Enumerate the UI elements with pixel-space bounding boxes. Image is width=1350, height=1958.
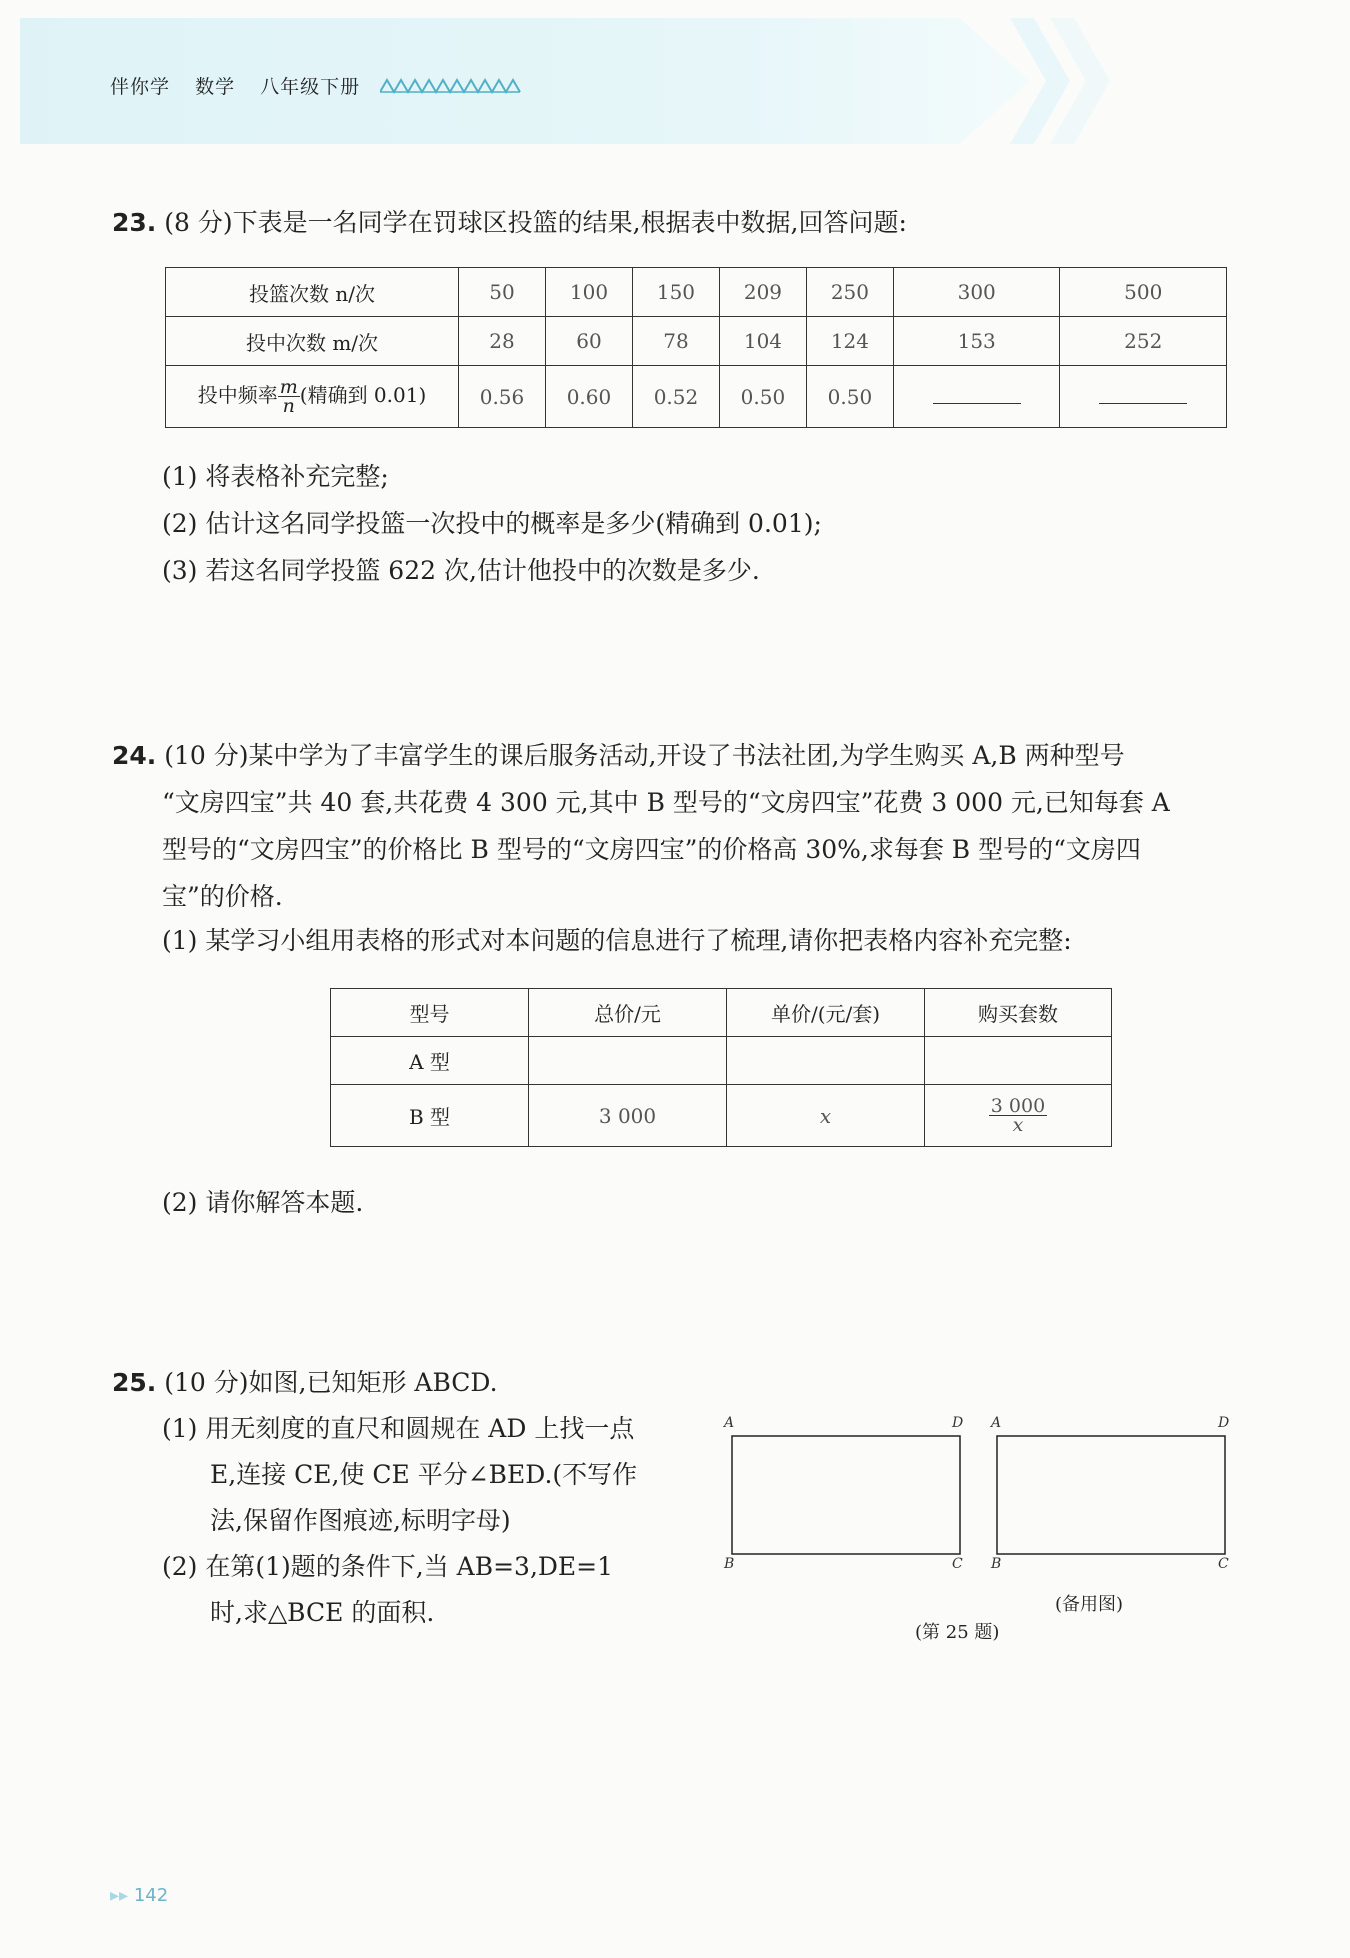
question-text-line: “文房四宝”共 40 套,共花费 4 300 元,其中 B 型号的“文房四宝”花费 3 000 元,已知每套 A bbox=[162, 788, 1170, 817]
blank-cell[interactable] bbox=[925, 1037, 1112, 1085]
blank-cell[interactable] bbox=[1060, 366, 1227, 428]
table-cell: 60 bbox=[545, 317, 632, 366]
page-number: ▸▸ 142 bbox=[110, 1885, 169, 1906]
rectangle-abcd bbox=[732, 1436, 960, 1554]
vertex-label: B bbox=[991, 1556, 1002, 1572]
question-24-stem bbox=[112, 733, 1125, 779]
table-cell: 0.52 bbox=[632, 366, 719, 428]
book-title: 伴你学 bbox=[110, 76, 171, 98]
running-header bbox=[110, 72, 378, 99]
question-text: (8 分)下表是一名同学在罚球区投篮的结果,根据表中数据,回答问题: bbox=[164, 208, 907, 237]
question-text: (10 分)某中学为了丰富学生的课后服务活动,开设了书法社团,为学生购买 A,B 两种型号 bbox=[164, 741, 1125, 770]
vertex-label: A bbox=[991, 1415, 1002, 1431]
fraction: $\frac{m}{n}$ bbox=[279, 376, 298, 417]
q24-table bbox=[330, 988, 1112, 1147]
blank-cell[interactable] bbox=[727, 1037, 925, 1085]
q23-part-2: (2) 估计这名同学投篮一次投中的概率是多少(精确到 0.01); bbox=[162, 509, 822, 538]
question-23-stem bbox=[112, 200, 907, 246]
table-cell: 500 bbox=[1060, 268, 1227, 317]
table-cell: 104 bbox=[719, 317, 806, 366]
table-cell: 124 bbox=[806, 317, 893, 366]
row-label: 投中频率 $\frac{m}{n}$ (精确到 0.01) bbox=[166, 366, 459, 428]
question-text: (10 分)如图,已知矩形 ABCD. bbox=[164, 1368, 498, 1397]
q25-part-1-line: 法,保留作图痕迹,标明字母) bbox=[210, 1506, 511, 1535]
table-cell: 0.60 bbox=[545, 366, 632, 428]
vertex-label: C bbox=[1218, 1556, 1229, 1572]
table-row bbox=[166, 317, 1227, 366]
column-header: 总价/元 bbox=[529, 989, 727, 1037]
table-cell bbox=[925, 1085, 1112, 1147]
table-cell: x bbox=[727, 1085, 925, 1147]
q23-part-1: (1) 将表格补充完整; bbox=[162, 462, 389, 491]
table-cell: 50 bbox=[459, 268, 546, 317]
q25-part-1-line: E,连接 CE,使 CE 平分∠BED.(不写作 bbox=[210, 1460, 638, 1489]
table-cell: 0.50 bbox=[806, 366, 893, 428]
table-header-row bbox=[331, 989, 1112, 1037]
row-label: A 型 bbox=[331, 1037, 529, 1085]
table-cell: 153 bbox=[893, 317, 1060, 366]
q23-part-3: (3) 若这名同学投篮 622 次,估计他投中的次数是多少. bbox=[162, 556, 760, 585]
subject: 数学 bbox=[195, 76, 236, 98]
table-cell: 28 bbox=[459, 317, 546, 366]
table-cell: 252 bbox=[1060, 317, 1227, 366]
table-cell: 300 bbox=[893, 268, 1060, 317]
figure-caption: (第 25 题) bbox=[915, 1622, 1000, 1643]
spare-rectangle-figure bbox=[985, 1418, 1245, 1578]
question-number: 25. bbox=[112, 1368, 157, 1397]
question-text-line: 型号的“文房四宝”的价格比 B 型号的“文房四宝”的价格高 30%,求每套 B 型号的“文房四 bbox=[162, 835, 1141, 864]
table-row bbox=[166, 268, 1227, 317]
zigzag-decoration-icon bbox=[380, 76, 530, 96]
vertex-label: D bbox=[1218, 1415, 1230, 1431]
row-label: 投中次数 m/次 bbox=[166, 317, 459, 366]
q24-part-1: (1) 某学习小组用表格的形式对本问题的信息进行了梳理,请你把表格内容补充完整: bbox=[162, 926, 1072, 955]
column-header: 型号 bbox=[331, 989, 529, 1037]
blank-cell[interactable] bbox=[893, 366, 1060, 428]
spare-figure-caption: (备用图) bbox=[1055, 1594, 1124, 1615]
question-number: 24. bbox=[112, 741, 157, 770]
q24-part-2: (2) 请你解答本题. bbox=[162, 1188, 364, 1217]
table-cell: 3 000 bbox=[529, 1085, 727, 1147]
table-cell: 0.56 bbox=[459, 366, 546, 428]
table-cell: 209 bbox=[719, 268, 806, 317]
rectangle-figure bbox=[720, 1418, 980, 1578]
rectangle-abcd bbox=[997, 1436, 1225, 1554]
column-header: 单价/(元/套) bbox=[727, 989, 925, 1037]
table-row bbox=[331, 1037, 1112, 1085]
table-cell: 150 bbox=[632, 268, 719, 317]
table-cell: 0.50 bbox=[719, 366, 806, 428]
column-header: 购买套数 bbox=[925, 989, 1112, 1037]
question-text-line: 宝”的价格. bbox=[162, 882, 283, 911]
q25-part-2: (2) 在第(1)题的条件下,当 AB=3,DE=1 bbox=[162, 1552, 614, 1581]
q25-part-1: (1) 用无刻度的直尺和圆规在 AD 上找一点 bbox=[162, 1414, 635, 1443]
table-cell: 100 bbox=[545, 268, 632, 317]
table-row bbox=[166, 366, 1227, 428]
blank-cell[interactable] bbox=[529, 1037, 727, 1085]
row-label: 投篮次数 n/次 bbox=[166, 268, 459, 317]
table-cell: 250 bbox=[806, 268, 893, 317]
grade: 八年级下册 bbox=[260, 76, 361, 98]
row-label: B 型 bbox=[331, 1085, 529, 1147]
q23-table bbox=[165, 267, 1227, 428]
vertex-label: C bbox=[952, 1556, 963, 1572]
vertex-label: A bbox=[724, 1415, 735, 1431]
question-number: 23. bbox=[112, 208, 157, 237]
table-row bbox=[331, 1085, 1112, 1147]
vertex-label: D bbox=[952, 1415, 964, 1431]
fraction: $\frac{3 000}{x}$ bbox=[990, 1095, 1046, 1136]
q25-part-2-line: 时,求△BCE 的面积. bbox=[210, 1598, 435, 1627]
question-25-stem bbox=[112, 1360, 498, 1406]
arrow-decoration-icon: ▸▸ bbox=[110, 1885, 129, 1906]
vertex-label: B bbox=[724, 1556, 735, 1572]
table-cell: 78 bbox=[632, 317, 719, 366]
